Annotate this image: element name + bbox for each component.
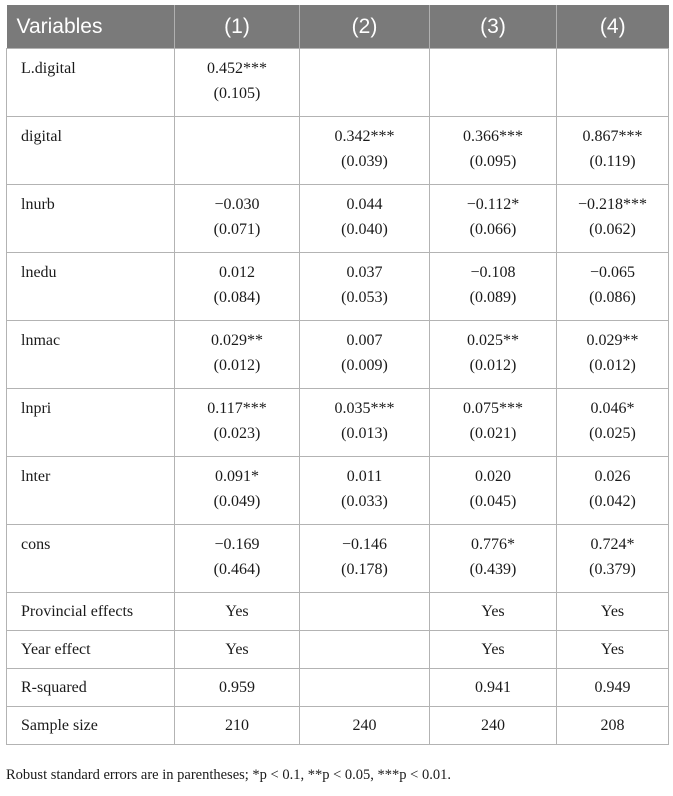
coefficient-value: 0.035***: [334, 400, 395, 417]
table-row: [7, 253, 669, 321]
coefficient-value: 0.026: [594, 468, 631, 485]
summary-cell: 0.949: [557, 669, 669, 707]
standard-error-value: (0.105): [213, 85, 261, 102]
row-label: lnmac: [7, 321, 175, 389]
standard-error-value: (0.178): [341, 561, 388, 578]
summary-row: [7, 631, 669, 669]
coefficient-value: 0.011: [346, 468, 383, 485]
coefficient-cell: [430, 389, 557, 457]
summary-cell: [300, 669, 430, 707]
coefficient-cell: [557, 525, 669, 593]
standard-error-value: (0.086): [589, 289, 636, 306]
row-label: lnurb: [7, 185, 175, 253]
coefficient-cell: [430, 457, 557, 525]
coefficient-value: 0.025**: [467, 332, 519, 349]
row-label: lnpri: [7, 389, 175, 457]
coefficient-value: 0.867***: [582, 128, 643, 145]
row-label: Sample size: [7, 707, 175, 745]
row-label: Provincial effects: [7, 593, 175, 631]
coefficient-cell: [430, 117, 557, 185]
standard-error-value: (0.439): [469, 561, 517, 578]
coefficient-value: 0.776*: [471, 536, 515, 553]
coefficient-cell: [175, 525, 300, 593]
coefficient-value: 0.117***: [207, 400, 267, 417]
coefficient-cell: [557, 49, 669, 117]
coefficient-cell: [430, 525, 557, 593]
coefficient-cell: [430, 321, 557, 389]
coefficient-cell: [557, 321, 669, 389]
standard-error-value: (0.021): [469, 425, 517, 442]
coefficient-cell: [175, 321, 300, 389]
coefficient-value: 0.091*: [215, 468, 259, 485]
coefficient-cell: [430, 49, 557, 117]
standard-error-value: (0.023): [213, 425, 261, 442]
header-col-2: (2): [300, 5, 430, 49]
table-row: [7, 457, 669, 525]
standard-error-value: (0.009): [341, 357, 388, 374]
coefficient-value: −0.218***: [577, 196, 648, 213]
summary-cell: Yes: [430, 593, 557, 631]
coefficient-value: 0.724*: [590, 536, 635, 553]
coefficient-value: 0.007: [346, 332, 383, 349]
coefficient-cell: [300, 321, 430, 389]
coefficient-cell: [175, 49, 300, 117]
table-row: [7, 525, 669, 593]
row-label: digital: [7, 117, 175, 185]
standard-error-value: (0.033): [341, 493, 388, 510]
row-label: lnter: [7, 457, 175, 525]
coefficient-cell: [557, 185, 669, 253]
summary-cell: Yes: [557, 631, 669, 669]
summary-row: [7, 669, 669, 707]
header-col-3: (3): [430, 5, 557, 49]
summary-cell: 0.941: [430, 669, 557, 707]
standard-error-value: (0.025): [589, 425, 636, 442]
coefficient-value: 0.029**: [586, 332, 639, 349]
coefficient-value: 0.020: [475, 468, 511, 485]
coefficient-cell: [175, 253, 300, 321]
standard-error-value: (0.042): [589, 493, 636, 510]
header-variables: Variables: [7, 5, 175, 49]
header-col-4: (4): [557, 5, 669, 49]
summary-cell: [300, 593, 430, 631]
standard-error-value: (0.045): [469, 493, 517, 510]
row-label: Year effect: [7, 631, 175, 669]
table-row: [7, 117, 669, 185]
coefficient-cell: [175, 389, 300, 457]
coefficient-cell: [300, 49, 430, 117]
summary-cell: Yes: [430, 631, 557, 669]
coefficient-value: 0.012: [219, 264, 255, 281]
row-label: R-squared: [7, 669, 175, 707]
summary-cell: 208: [557, 707, 669, 745]
regression-table: [6, 5, 669, 745]
coefficient-cell: [300, 185, 430, 253]
coefficient-cell: [430, 253, 557, 321]
coefficient-value: −0.065: [589, 264, 636, 281]
standard-error-value: (0.379): [589, 561, 636, 578]
coefficient-value: 0.046*: [590, 400, 635, 417]
table-row: [7, 185, 669, 253]
summary-cell: Yes: [175, 593, 300, 631]
standard-error-value: (0.012): [213, 357, 261, 374]
coefficient-value: 0.075***: [463, 400, 523, 417]
coefficient-cell: [557, 389, 669, 457]
row-label: lnedu: [7, 253, 175, 321]
summary-row: [7, 593, 669, 631]
coefficient-value: −0.030: [214, 196, 260, 213]
coefficient-cell: [300, 457, 430, 525]
coefficient-cell: [557, 117, 669, 185]
summary-cell: 240: [300, 707, 430, 745]
standard-error-value: (0.071): [213, 221, 261, 238]
table-row: [7, 389, 669, 457]
coefficient-value: 0.452***: [207, 60, 267, 77]
summary-cell: [300, 631, 430, 669]
summary-cell: 0.959: [175, 669, 300, 707]
row-label: L.digital: [7, 49, 175, 117]
standard-error-value: (0.119): [589, 153, 636, 170]
coefficient-value: −0.146: [341, 536, 388, 553]
standard-error-value: (0.089): [469, 289, 517, 306]
summary-row: [7, 707, 669, 745]
standard-error-value: (0.095): [469, 153, 517, 170]
summary-cell: 210: [175, 707, 300, 745]
coefficient-value: −0.169: [214, 536, 260, 553]
header-row: [7, 5, 669, 49]
coefficient-cell: [300, 117, 430, 185]
coefficient-value: −0.108: [470, 264, 516, 281]
header-col-1: (1): [175, 5, 300, 49]
coefficient-cell: [557, 253, 669, 321]
coefficient-value: 0.029**: [211, 332, 263, 349]
coefficient-cell: [430, 185, 557, 253]
standard-error-value: (0.049): [213, 493, 261, 510]
summary-cell: 240: [430, 707, 557, 745]
coefficient-cell: [175, 117, 300, 185]
coefficient-value: 0.044: [346, 196, 383, 213]
coefficient-cell: [175, 185, 300, 253]
standard-error-value: (0.084): [213, 289, 261, 306]
standard-error-value: (0.013): [341, 425, 388, 442]
standard-error-value: (0.012): [469, 357, 517, 374]
standard-error-value: (0.040): [341, 221, 388, 238]
standard-error-value: (0.012): [589, 357, 636, 374]
coefficient-value: 0.342***: [334, 128, 395, 145]
table-row: [7, 49, 669, 117]
summary-cell: Yes: [557, 593, 669, 631]
standard-error-value: (0.066): [469, 221, 517, 238]
coefficient-value: −0.112*: [466, 196, 520, 213]
coefficient-value: 0.366***: [463, 128, 523, 145]
coefficient-value: 0.037: [346, 264, 383, 281]
standard-error-value: (0.053): [341, 289, 388, 306]
coefficient-cell: [557, 457, 669, 525]
coefficient-cell: [300, 525, 430, 593]
table-footnote: Robust standard errors are in parentheses; *p < 0.1, **p < 0.05, ***p < 0.01.: [6, 767, 451, 783]
coefficient-cell: [300, 253, 430, 321]
row-label: cons: [7, 525, 175, 593]
table-row: [7, 321, 669, 389]
standard-error-value: (0.464): [213, 561, 261, 578]
standard-error-value: (0.039): [341, 153, 388, 170]
standard-error-value: (0.062): [589, 221, 636, 238]
coefficient-cell: [175, 457, 300, 525]
summary-cell: Yes: [175, 631, 300, 669]
coefficient-cell: [300, 389, 430, 457]
